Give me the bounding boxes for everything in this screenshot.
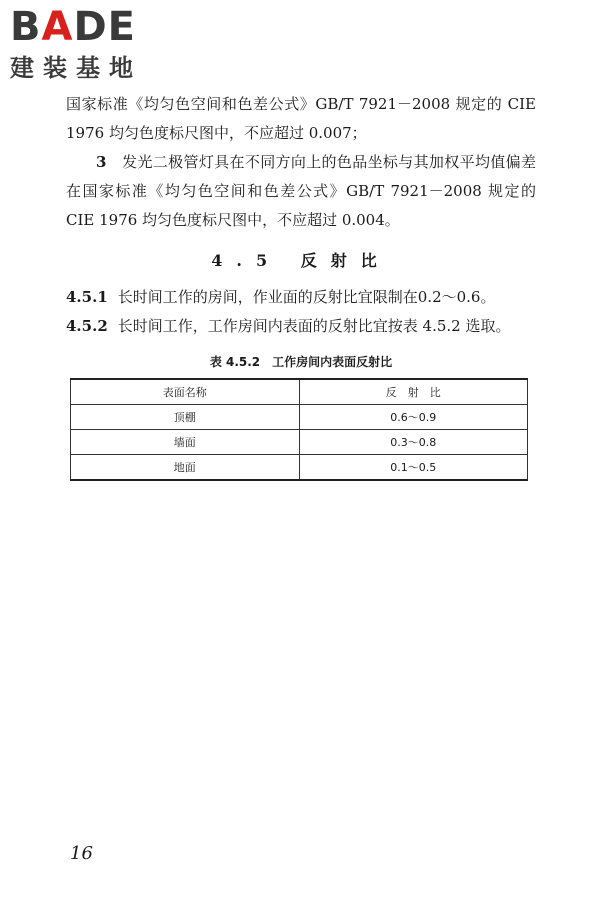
page-number: 16 bbox=[70, 843, 93, 864]
table-row bbox=[71, 405, 528, 430]
clause-4-5-2 bbox=[66, 312, 536, 341]
item-text: 发光二极管灯具在不同方向上的色品坐标与其加权平均值偏差在国家标准《均匀色空间和色差公式》GB/T 7921－2008 规定的 CIE 1976 均匀色度标尺图中，不应超过 0.004。 bbox=[66, 153, 536, 229]
table-caption: 表 4.5.2 工作房间内表面反射比 bbox=[209, 355, 393, 369]
header-reflectance: 反 射 比 bbox=[299, 379, 528, 405]
logo-subtitle: 建装基地 bbox=[10, 54, 142, 82]
surface-cell: 地面 bbox=[71, 455, 300, 481]
header-surface-name: 表面名称 bbox=[71, 379, 300, 405]
page-content bbox=[66, 90, 536, 481]
bade-logo bbox=[10, 4, 180, 92]
item-number: 3 bbox=[96, 153, 107, 171]
surface-cell: 顶棚 bbox=[71, 405, 300, 430]
logo-letters-prefix: B bbox=[10, 4, 42, 50]
table-row bbox=[71, 430, 528, 455]
reflectance-table bbox=[70, 378, 528, 481]
item-3-paragraph bbox=[66, 148, 536, 235]
table-header-row bbox=[71, 379, 528, 405]
reflectance-cell: 0.6～0.9 bbox=[299, 405, 528, 430]
clause-text: 长时间工作的房间，作业面的反射比宜限制在0.2～0.6。 bbox=[117, 288, 496, 306]
logo-letter-accent: A bbox=[41, 4, 74, 50]
table-row bbox=[71, 455, 528, 481]
paragraph-continuation: 国家标准《均匀色空间和色差公式》GB/T 7921－2008 规定的 CIE 1976 均匀色度标尺图中，不应超过 0.007； bbox=[66, 95, 536, 142]
clause-number: 4.5.2 bbox=[66, 317, 108, 335]
clause-number: 4.5.1 bbox=[66, 288, 108, 306]
logo-letters-suffix: DE bbox=[73, 4, 136, 50]
reflectance-cell: 0.3～0.8 bbox=[299, 430, 528, 455]
logo-wordmark bbox=[10, 4, 180, 50]
section-title: 4.5 反射比 bbox=[211, 251, 391, 270]
reflectance-cell: 0.1～0.5 bbox=[299, 455, 528, 481]
surface-cell: 墙面 bbox=[71, 430, 300, 455]
clause-4-5-1 bbox=[66, 283, 536, 312]
clause-text: 长时间工作，工作房间内表面的反射比宜按表 4.5.2 选取。 bbox=[117, 317, 511, 335]
